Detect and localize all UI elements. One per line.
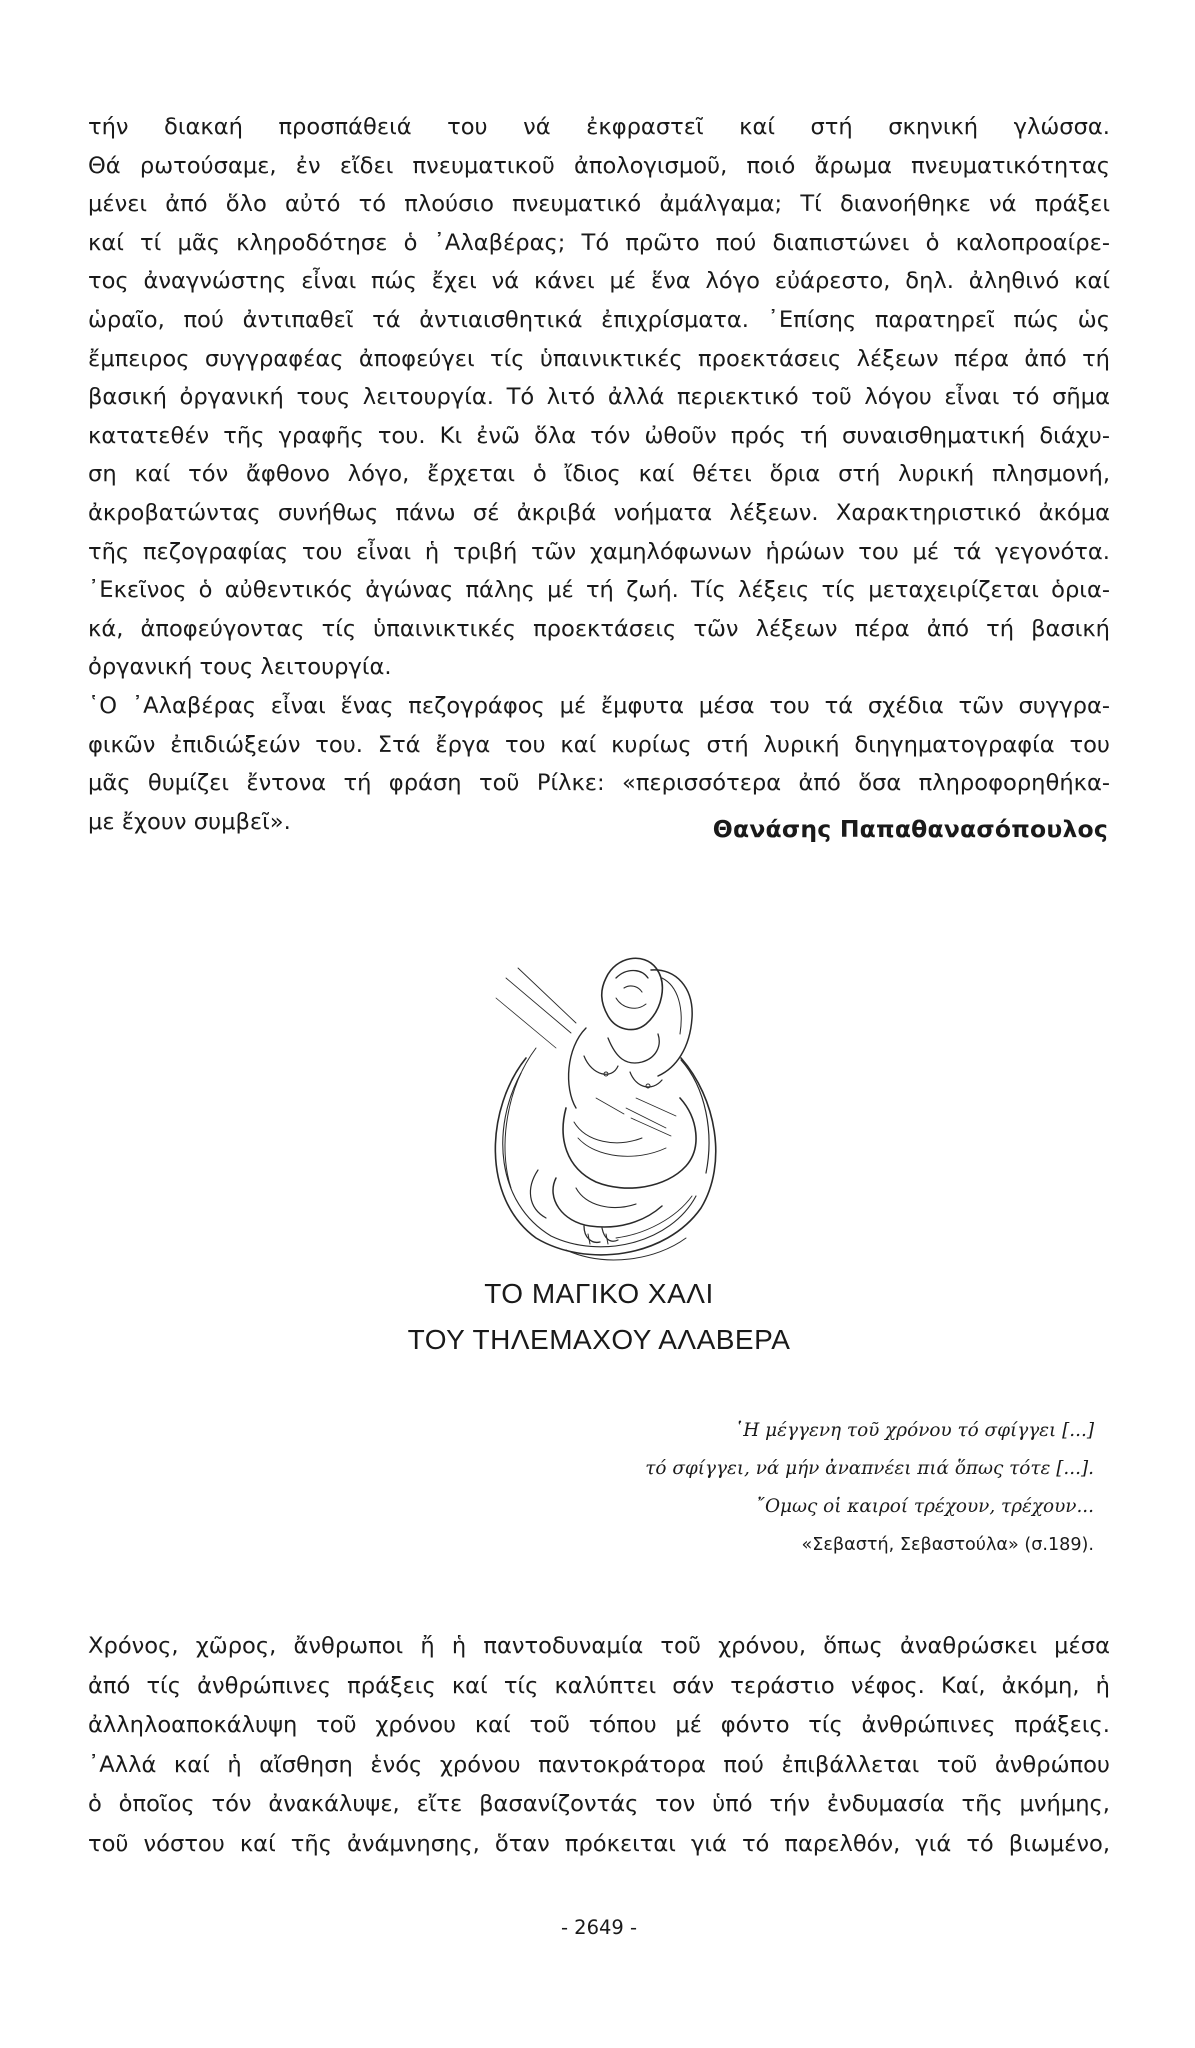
text-line: κά, ἀποφεύγοντας τίς ὑπαινικτικές προεκτάσεις τῶν λέξεων πέρα ἀπό τή βασική [88,615,1110,642]
text-line: φικῶν ἐπιδιώξεών του. Στά ἔργα του καί κυρίως στή λυρική διηγηματογραφία του [88,731,1110,758]
epigraph-line: ῎Ομως οἱ καιροί τρέχουν, τρέχουν... [755,1496,1094,1517]
text-line: ᾿Αλλά καί ἡ αἴσθηση ἑνός χρόνου παντοκράτορα πού ἐπιβάλλεται τοῦ ἀνθρώπου [88,1751,1110,1778]
intro-text [88,108,1110,687]
text-line: Θά ρωτούσαμε, ἐν εἴδει πνευματικοῦ ἀπολογισμοῦ, ποιό ἄρωμα πνευματικότητας [88,152,1110,179]
text-line: τήν διακαή προσπάθειά του νά ἐκφραστεῖ καί στή σκηνική γλώσσα. [88,114,1110,140]
text-line: ὡραῖο, πού ἀντιπαθεῖ τά ἀντιαισθητικά ἐπιχρίσματα. ᾿Επίσης παρατηρεῖ πώς ὡς [88,306,1110,333]
text-line: καί τί μᾶς κληροδότησε ὁ ᾿Αλαβέρας; Τό πρῶτο πού διαπιστώνει ὁ καλοπροαίρε- [88,229,1110,256]
page [88,108,1110,2008]
signature-row [88,803,1110,842]
text-line: Χρόνος, χῶρος, ἄνθρωποι ἤ ἡ παντοδυναμία τοῦ χρόνου, ὅπως ἀναθρώσκει μέσα [88,1633,1110,1659]
epigraph-line: ῾Η μέγγενη τοῦ χρόνου τό σφίγγει [...] [734,1420,1094,1441]
text-line: ᾿Εκεῖνος ὁ αὐθεντικός ἀγώνας πάλης μέ τή ζωή. Τίς λέξεις τίς μεταχειρίζεται ὁρια- [88,577,1110,604]
text-line: ση καί τόν ἄφθονο λόγο, ἔρχεται ὁ ἴδιος καί θέτει ὅρια στή λυρική πλησμονή, [88,461,1110,488]
section-title-line2: ΤΟΥ ΤΗΛΕΜΑΧΟΥ ΑΛΑΒΕΡΑ [407,1324,791,1355]
text-line: ἔμπειρος συγγραφέας ἀποφεύγει τίς ὑπαινικτικές προεκτάσεις λέξεων πέρα ἀπό τή [88,345,1110,372]
text-line: ἀκροβατώντας συνήθως πάνω σέ ἀκριβά νοήματα λέξεων. Χαρακτηριστικό ἀκόμα [88,499,1110,526]
text-line: ἀλληλοαποκάλυψη τοῦ χρόνου καί τοῦ τόπου μέ φόντο τίς ἀνθρώπινες πράξεις. [88,1712,1110,1739]
text-line: τῆς πεζογραφίας του εἶναι ἡ τριβή τῶν χαμηλόφωνων ἡρώων του μέ τά γεγονότα. [88,538,1110,565]
text-line: τοῦ νόστου καί τῆς ἀνάμνησης, ὅταν πρόκειται γιά τό παρελθόν, γιά τό βιωμένο, [88,1830,1110,1857]
closing-text [88,687,1110,841]
sketch-figure-icon [466,938,724,1278]
text-line: ὁ ὁποῖος τόν ἀνακάλυψε, εἴτε βασανίζοντάς τον ὑπό τήν ἐνδυμασία τῆς μνήμης, [88,1791,1110,1818]
epigraph [645,1412,1094,1564]
text-line: ἀπό τίς ἀνθρώπινες πράξεις καί τίς καλύπτει σάν τεράστιο νέφος. Καί, ἀκόμη, ἡ [88,1672,1110,1699]
text-line: ῾Ο ᾿Αλαβέρας εἶναι ἕνας πεζογράφος μέ ἔμφυτα μέσα του τά σχέδια τῶν συγγρα- [88,692,1110,719]
section-title-line1: ΤΟ ΜΑΓΙΚΟ ΧΑΛΙ [484,1278,714,1309]
page-number: - 2649 - [560,1916,638,1939]
text-line: βασική ὀργανική τους λειτουργία. Τό λιτό ἀλλά περιεκτικό τοῦ λόγου εἶναι τό σῆμα [88,384,1110,411]
epigraph-line: τό σφίγγει, νά μήν ἀναπνέει πιά ὅπως τότε [...]. [645,1458,1094,1479]
text-line: τος ἀναγνώστης εἶναι πώς ἔχει νά κάνει μέ ἕνα λόγο εὐάρεστο, δηλ. ἀληθινό καί [88,268,1110,295]
text-line: ὀργανική τους λειτουργία. [88,654,392,681]
text-line: κατατεθέν τῆς γραφῆς του. Κι ἐνῶ ὅλα τόν ὠθοῦν πρός τή συναισθηματική διάχυ- [88,422,1110,449]
text-line: μᾶς θυμίζει ἔντονα τή φράση τοῦ Ρίλκε: «περισσότερα ἀπό ὅσα πληροφορηθήκα- [88,770,1110,797]
epigraph-source: «Σεβαστή, Σεβαστούλα» (σ.189). [801,1535,1094,1555]
essay-text [88,1627,1110,1865]
text-line: μένει ἀπό ὅλο αὐτό τό πλούσιο πνευματικό ἀμάλγαμα; Τί διανοήθηκε νά πράξει [88,191,1110,218]
text-line: με ἔχουν συμβεῖ». [88,808,291,835]
author-signature: Θανάσης Παπαθανασόπουλος [712,814,1108,843]
